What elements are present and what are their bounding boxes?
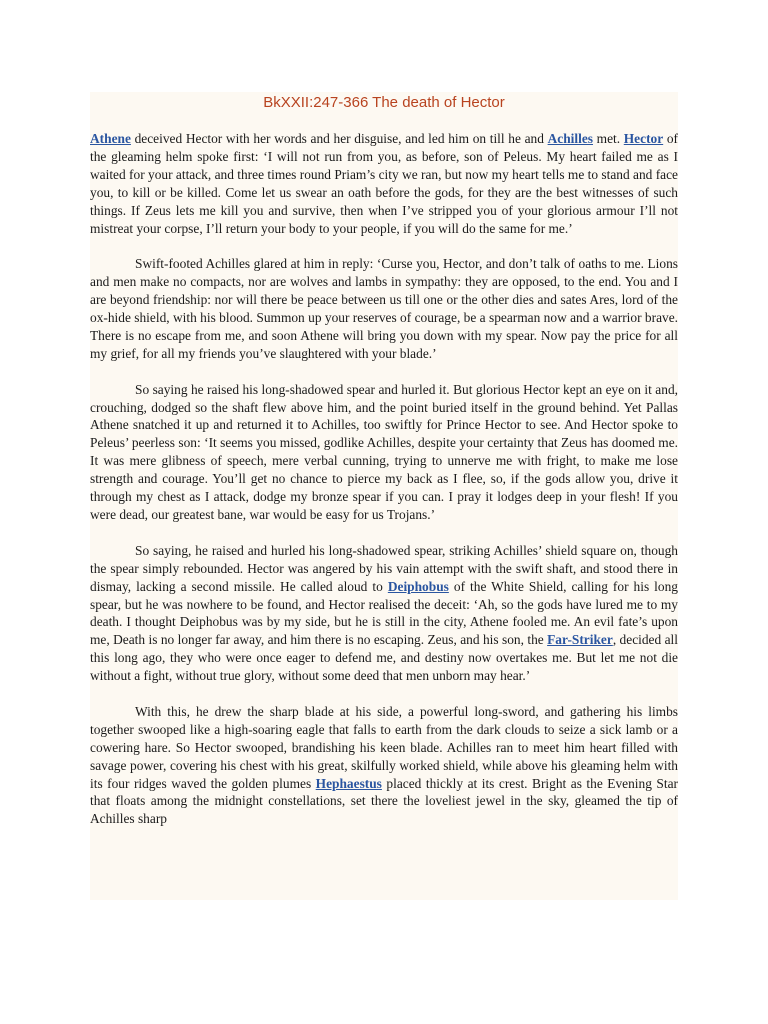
paragraph-1 bbox=[90, 130, 678, 237]
link-hector[interactable]: Hector bbox=[623, 131, 664, 146]
paragraph-5-text-a: With this, he drew the sharp blade at his side, a powerful long-sword, and gathering his limbs together swooped like a high-soaring eagle that falls to earth from the dark clouds to seize a sick lamb or a cowering hare. So Hector swooped, brandishing his keen blade. Achilles ran to meet him heart filled with savage power, covering his chest with his great, skilfully worked shield, while above his gleaming helm with its four ridges waved the golden plumes bbox=[90, 703, 678, 791]
document-title: BkXXII:247-366 The death of Hector bbox=[263, 94, 505, 111]
paragraph-3: So saying he raised his long-shadowed spear and hurled it. But glorious Hector kept an eye on it and, crouching, dodged so the shaft flew above him, and the point buried itself in the ground behind. Yet Pallas Athene snatched it up and returned it to Achilles, too swiftly for Prince Hector to see. And Hector spoke to Peleus’ peerless son: ‘It seems you missed, godlike Achilles, despite your certainty that Zeus has doomed me. It was mere glibness of speech, mere verbal cunning, trying to unnerve me with fright, to make me lose strength and courage. You’ll get no chance to pierce my back as I flee, so, if the gods allow you, drive it through my chest as I attack, dodge my bronze spear if you can. I pray it lodges deep in your flesh! If you were dead, our greatest bane, war would be easy for us Trojans.’ bbox=[90, 381, 678, 522]
link-deiphobus[interactable]: Deiphobus bbox=[387, 578, 449, 594]
link-hephaestus[interactable]: Hephaestus bbox=[315, 775, 382, 791]
paragraph-1-text-a: deceived Hector with her words and her disguise, and led him on till he and bbox=[134, 131, 544, 146]
link-achilles[interactable]: Achilles bbox=[547, 131, 593, 146]
link-far-striker[interactable]: Far-Striker bbox=[547, 632, 613, 648]
paragraph-4-text-a: So saying, he raised and hurled his long-shadowed spear, striking Achilles’ shield square on, though the spear simply rebounded. Hector was angered by his vain attempt with the swift shaft, and stood there in dismay, lacking a second missile. He called aloud to bbox=[90, 542, 678, 594]
link-athene[interactable]: Athene bbox=[90, 131, 131, 146]
paragraph-2: Swift-footed Achilles glared at him in reply: ‘Curse you, Hector, and don’t talk of oaths to me. Lions and men make no compacts, nor are wolves and lambs in sympathy: they are opposed, to the end. You and I are beyond friendship: nor will there be peace between us till one or the other dies and sates Ares, lord of the ox-hide shield, with his blood. Summon up your reserves of courage, be a spearman now and a warrior brave. There is no escape from me, and soon Athene will bring you down with my spear. Now pay the price for all my grief, for all my friends you’ve slaughtered with your blade.’ bbox=[90, 256, 678, 361]
paragraph-4 bbox=[90, 542, 678, 685]
document-body bbox=[90, 130, 678, 846]
paragraph-4-text-c: , decided all this long ago, they who were once eager to defend me, and destiny now overtakes me. But let me not die without a fight, without true glory, without some deed that men unborn may hear.’ bbox=[90, 632, 678, 684]
paragraph-5-text-b: placed thickly at its crest. Bright as the Evening Star that floats among the midnight constellations, set there the loveliest jewel in the sky, gleamed the tip of Achilles sharp bbox=[90, 775, 678, 827]
paragraph-1-text-b: met. bbox=[596, 131, 621, 146]
paragraph-5 bbox=[90, 703, 678, 828]
paragraph-1-text-c: of the gleaming helm spoke first: ‘I will not run from you, as before, son of Peleus. My heart failed me as I waited for your attack, and three times round Priam’s city we ran, but now my heart tells me to stand and face you, to kill or be killed. Come let us swear an oath before the gods, for they are the best witnesses of such things. If Zeus lets me kill you and survive, then when I’ve stripped you of your glorious armour I’ll not mistreat your corpse, I’ll return your body to your people, if you will do the same for me.’ bbox=[90, 131, 678, 236]
paragraph-4-text-b: of the White Shield, calling for his long spear, but he was nowhere to be found, and Hector realised the deceit: ‘Ah, so the gods have lured me to my death. I thought Deiphobus was by my side, but he is still in the city, Athene fooled me. An evil fate’s upon me, Death is no longer far away, and him there is no escaping. Zeus, and his son, the bbox=[90, 578, 678, 648]
